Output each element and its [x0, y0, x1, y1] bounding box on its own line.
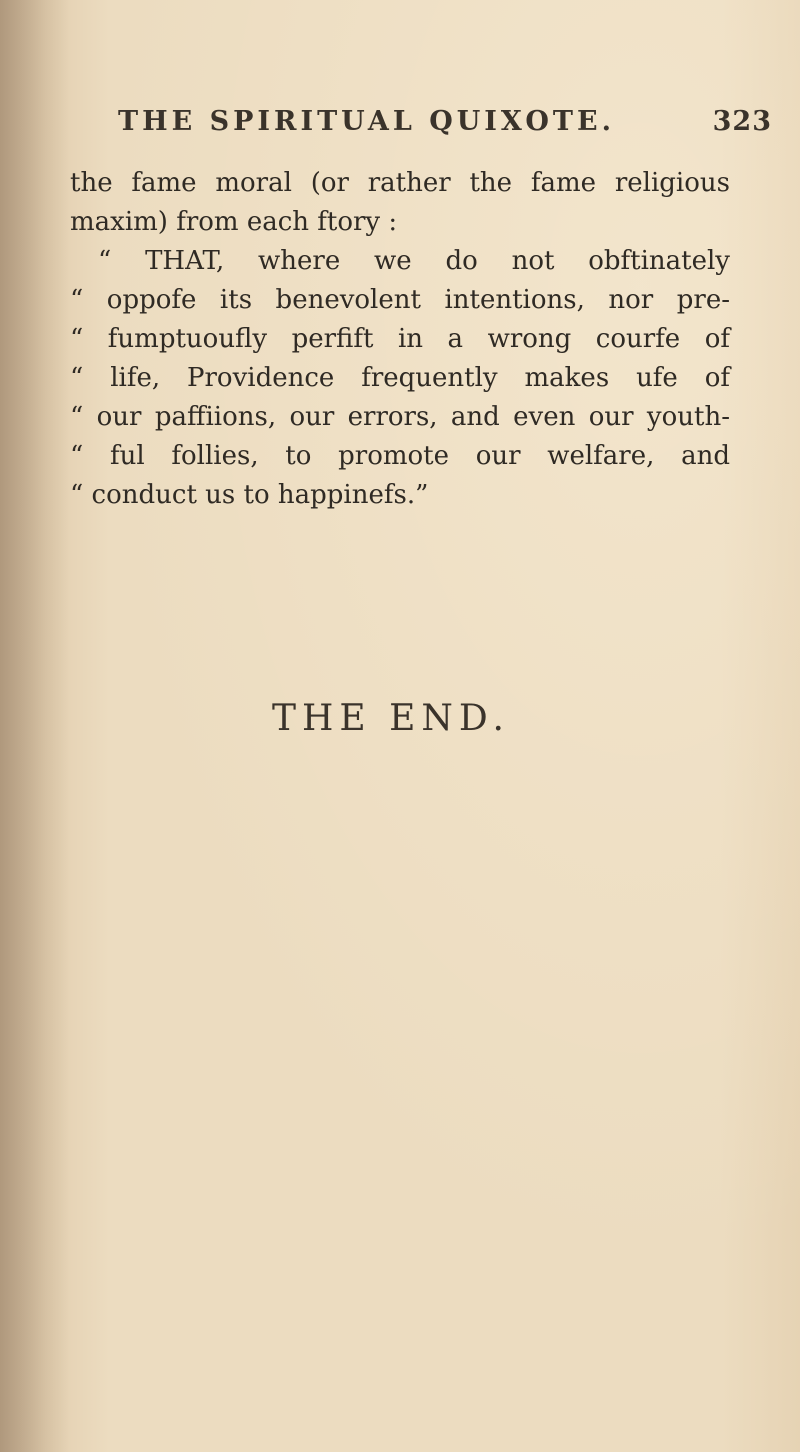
text-line: “ life, Providence frequently makes ufe of [70, 363, 730, 393]
text-line: “ fumptuoufly perfift in a wrong courfe of [70, 324, 730, 354]
running-head [118, 106, 778, 146]
page-number: 323 [712, 106, 772, 137]
body-text [70, 164, 730, 515]
text-line: “ oppofe its benevolent intentions, nor pre- [70, 285, 730, 315]
text-line: the fame moral (or rather the fame religious [70, 168, 730, 198]
text-line: “ THAT, where we do not obftinately [98, 246, 730, 276]
text-line: maxim) from each ftory : [70, 207, 398, 237]
text-line: “ conduct us to happinefs.” [70, 480, 429, 510]
text-line: “ our paffiions, our errors, and even our youth- [70, 402, 730, 432]
text-line: “ ful follies, to promote our welfare, and [70, 441, 730, 471]
the-end-heading: THE END. [272, 698, 510, 739]
running-title: THE SPIRITUAL QUIXOTE. [118, 106, 615, 137]
page-gutter [0, 0, 70, 1452]
